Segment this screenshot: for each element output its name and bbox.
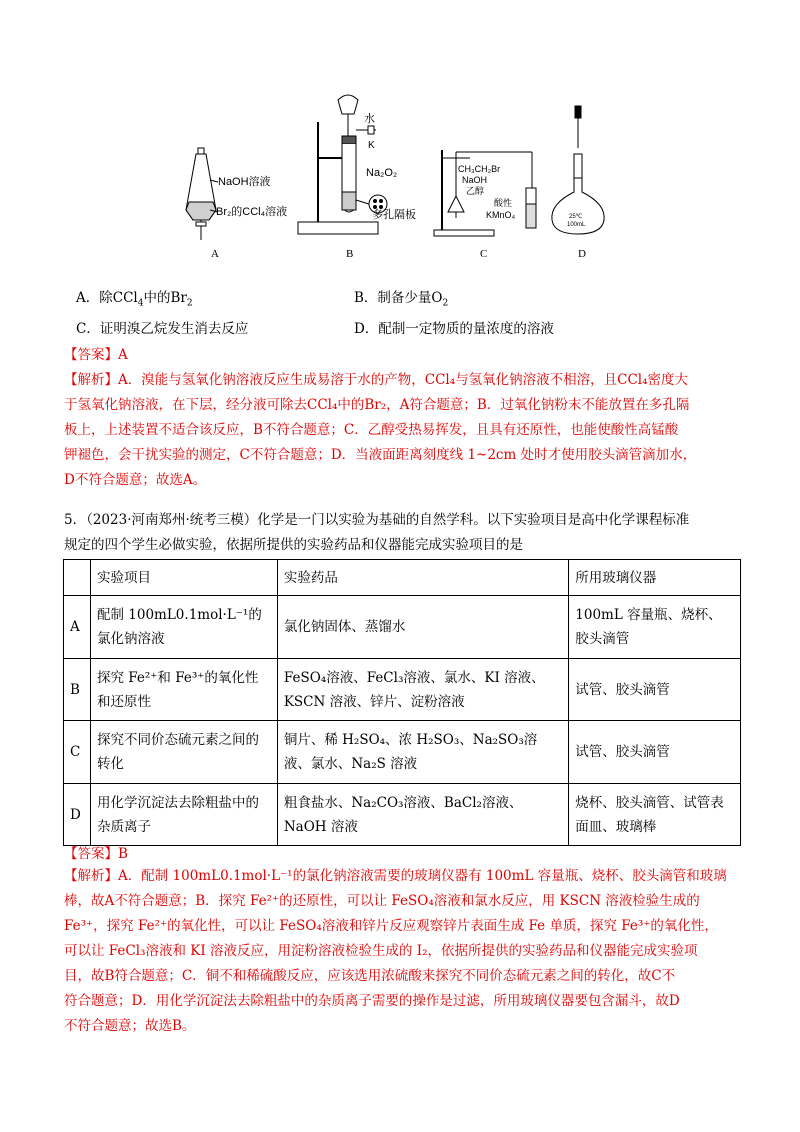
table-row — [64, 596, 741, 659]
q5-stem-line-2: 规定的四个学生必做实验，依据所提供的实验药品和仪器能完成实验项目的是 — [64, 537, 523, 553]
q5-analysis-line-6: 符合题意；D．用化学沉淀法去除粗盐中的杂质离子需要的操作是过滤，所用玻璃仪器要包含漏斗，故D — [64, 993, 680, 1009]
option-d: D．配制一定物质的量浓度的溶液 — [354, 321, 554, 337]
option-a-br: Br — [170, 290, 187, 306]
table-header-cell: 实验项目 — [90, 560, 277, 596]
option-a-prefix: A．除 — [76, 290, 113, 306]
q4-analysis-line-2: 于氢氧化钠溶液，在下层，经分液可除去CCl₄中的Br₂，A符合题意；B．过氧化钠粉末不能放置在多孔隔 — [64, 397, 690, 413]
table-cell: 氯化钠固体、蒸馏水 — [277, 596, 568, 659]
option-b-text: B．制备少量 — [354, 290, 432, 306]
q5-analysis-line-3: Fe³⁺，探究 Fe²⁺的氧化性，可以让 FeSO₄溶液和锌片反应观察锌片表面生成 Fe 单质，探究 Fe³⁺的氧化性， — [64, 918, 718, 934]
label-c-reactant2: NaOH — [462, 175, 488, 185]
q4-analysis-line-5: D不符合题意；故选A。 — [64, 472, 207, 488]
table-header-row — [64, 560, 741, 596]
q5-analysis-line-2: 棒，故A不符合题意；B．探究 Fe²⁺的还原性，可以让 FeSO₄溶液和氯水反应，用 KSCN 溶液检验生成的 — [64, 893, 700, 909]
q4-analysis-line-3: 板上，上述装置不适合该反应，B不符合题意；C．乙醇受热易挥发，且具有还原性，也能使酸性高锰酸 — [64, 422, 679, 438]
label-d-temp: 25℃ — [569, 214, 583, 220]
table-header-cell — [64, 560, 91, 596]
table-header-cell: 实验药品 — [277, 560, 568, 596]
table-cell: 试管、胶头滴管 — [569, 659, 741, 721]
q5-stem — [64, 508, 744, 558]
label-b-water: 水 — [364, 113, 375, 125]
label-d-vol: 100mL — [567, 222, 586, 228]
option-a: A．除CCl$_4$中的$Br_2$ — [76, 290, 193, 309]
label-b-na2o2: Na₂O₂ — [366, 167, 398, 179]
table-cell: FeSO₄溶液、FeCl₃溶液、氯水、KI 溶液、KSCN 溶液、锌片、淀粉溶液 — [277, 659, 568, 721]
table-cell: 试管、胶头滴管 — [569, 721, 741, 784]
table-cell: A — [64, 596, 91, 659]
table-cell: C — [64, 721, 91, 784]
table-row — [64, 784, 741, 846]
option-a-ccl4: CCl — [112, 290, 138, 306]
q5-analysis-line-5: 目，故B符合题意；C．铜不和稀硫酸反应，应该选用浓硫酸来探究不同价态硫元素之间的转化，故C不 — [64, 968, 676, 984]
option-a-mid: 中的 — [143, 290, 171, 306]
q4-analysis-line-1: 【解析】A．溴能与氢氧化钠溶液反应生成易溶于水的产物，CCl₄与氢氧化钠溶液不相溶，且CCl₄密度大 — [64, 372, 689, 388]
q5-stem-line-1: 5．（2023·河南郑州·统考三模）化学是一门以实验为基础的自然学科。以下实验项目是高中化学课程标准 — [64, 512, 690, 528]
label-a-naoh: NaOH溶液 — [218, 176, 271, 188]
apparatus-figure — [180, 92, 620, 267]
q5-analysis-line-4: 可以让 FeCl₃溶液和 KI 溶液反应，用淀粉溶液检验生成的 I₂，依据所提供的实验药品和仪器能完成实验项 — [64, 943, 698, 959]
separatory-funnel-diagram — [186, 148, 218, 240]
table-cell: 配制 100mL0.1mol·L⁻¹的氯化钠溶液 — [90, 596, 277, 659]
table-cell: 烧杯、胶头滴管、试管表面皿、玻璃棒 — [569, 784, 741, 846]
q5-table — [63, 559, 741, 846]
label-b-k: K — [368, 140, 375, 151]
q5-answer: 【答案】B — [64, 846, 128, 862]
figure-label-d: D — [578, 248, 586, 260]
option-b: B．制备少量$O_2$ — [354, 290, 449, 309]
figure-label-b: B — [346, 248, 354, 260]
table-cell: 探究 Fe²⁺和 Fe³⁺的氧化性和还原性 — [90, 659, 277, 721]
label-c-kmno4: KMnO₄ — [486, 210, 516, 220]
figure-label-c: C — [480, 248, 488, 260]
q5-analysis — [64, 864, 744, 1039]
table-cell: 探究不同价态硫元素之间的转化 — [90, 721, 277, 784]
table-row — [64, 659, 741, 721]
elimination-apparatus-diagram — [434, 150, 536, 236]
q5-analysis-line-1: 【解析】A．配制 100mL0.1mol·L⁻¹的氯化钠溶液需要的玻璃仪器有 100mL 容量瓶、烧杯、胶头滴管和玻璃 — [64, 868, 727, 884]
table-row — [64, 721, 741, 784]
table-cell: D — [64, 784, 91, 846]
label-a-br2: Br₂的CCl₄溶液 — [216, 206, 288, 218]
figure-label-a: A — [211, 248, 219, 260]
label-c-reactant1: CH₃CH₂Br — [458, 164, 501, 174]
label-c-reactant3: 乙醇 — [466, 186, 485, 196]
q5-analysis-line-7: 不符合题意；故选B。 — [64, 1018, 196, 1034]
q4-analysis-line-4: 钾褪色，会干扰实验的测定，C不符合题意；D．当液面距离刻度线 1~2cm 处时才使用胶头滴管滴加水， — [64, 447, 697, 463]
table-cell: 铜片、稀 H₂SO₄、浓 H₂SO₃、Na₂SO₃溶液、氯水、Na₂S 溶液 — [277, 721, 568, 784]
label-b-plate: 多孔隔板 — [372, 209, 416, 221]
label-c-acid: 酸性 — [494, 198, 513, 208]
table-cell: 100mL 容量瓶、烧杯、胶头滴管 — [569, 596, 741, 659]
table-cell: 粗食盐水、Na₂CO₃溶液、BaCl₂溶液、NaOH 溶液 — [277, 784, 568, 846]
table-cell: 用化学沉淀法去除粗盐中的杂质离子 — [90, 784, 277, 846]
table-header-cell: 所用玻璃仪器 — [569, 560, 741, 596]
q4-analysis — [64, 368, 744, 493]
q4-answer: 【答案】A — [64, 347, 128, 363]
option-c: C．证明溴乙烷发生消去反应 — [76, 321, 249, 337]
table-cell: B — [64, 659, 91, 721]
option-b-o: O — [431, 290, 443, 306]
